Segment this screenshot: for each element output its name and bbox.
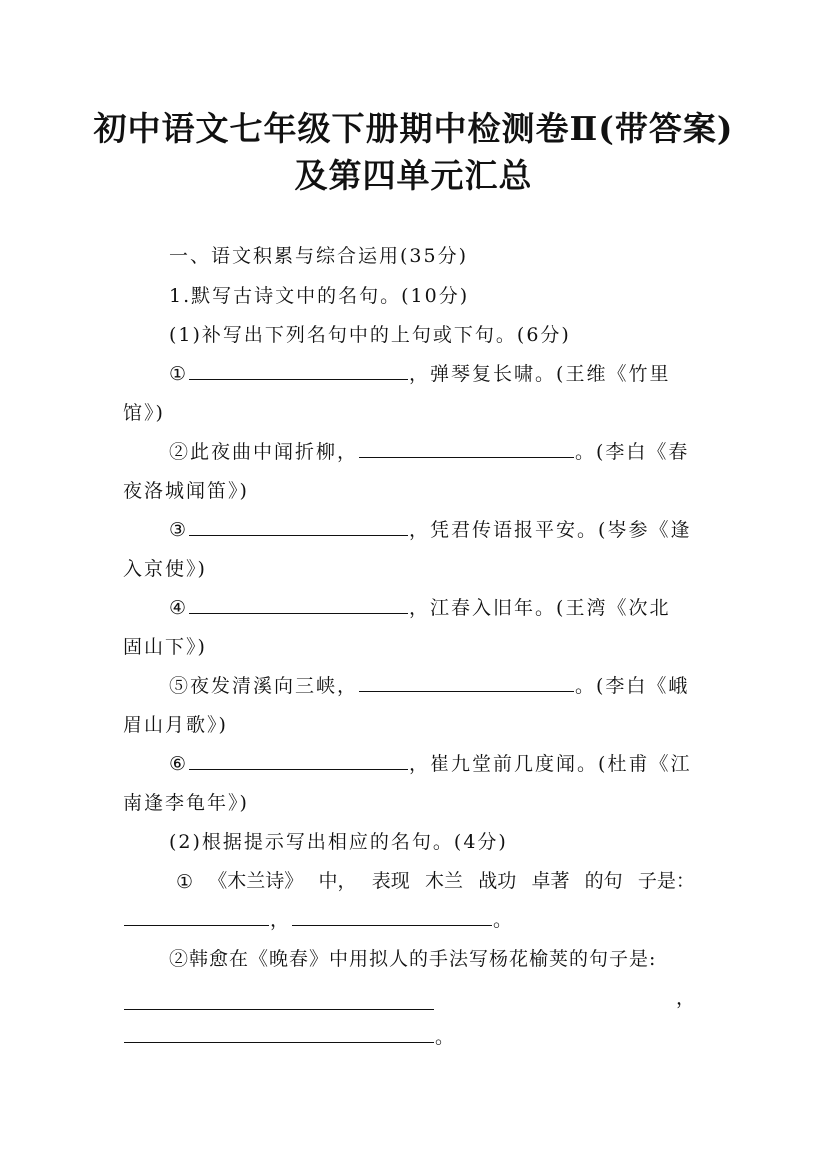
prompt-word: 战功 — [478, 870, 517, 892]
answer-blank[interactable] — [124, 1008, 434, 1010]
item-text: ⑤夜发清溪向三峡， — [169, 675, 359, 697]
answer-blank[interactable] — [359, 456, 574, 458]
answer-blank[interactable] — [189, 612, 408, 614]
period: 。 — [493, 909, 515, 931]
answer-blank[interactable] — [189, 378, 408, 380]
prompt-word: 表现 — [371, 870, 410, 892]
fill-item-6-continuation: 南逢李龟年》) — [123, 792, 249, 814]
comma: ， — [675, 987, 695, 1009]
fill-item-5 — [169, 671, 689, 698]
answer-blank[interactable] — [359, 690, 574, 692]
item-text: 。(李白《春 — [575, 441, 690, 463]
prompt-word: 《木兰诗》 — [208, 870, 304, 892]
period: 。 — [435, 1026, 457, 1048]
item-number: ⑥ — [169, 753, 189, 775]
fill-item-1 — [169, 359, 670, 386]
prompt-word: 子是： — [637, 870, 695, 892]
item-text: ，崔九堂前几度闻。(杜甫《江 — [409, 753, 692, 775]
fill-item-3 — [169, 515, 691, 542]
document-title-line-2: 及第四单元汇总 — [294, 156, 533, 195]
item-text: ，凭君传语报平安。(岑参《逢 — [409, 519, 692, 541]
item-number: ① — [169, 363, 189, 385]
item-text: ，弹琴复长啸。(王维《竹里 — [409, 363, 671, 385]
prompt-2-answer-line-2 — [123, 1022, 456, 1049]
question-1-part-1: (1)补写出下列名句中的上句或下句。(6分) — [169, 324, 571, 346]
fill-item-5-continuation: 眉山月歌》) — [123, 714, 228, 736]
item-number: ③ — [169, 519, 189, 541]
fill-item-1-continuation: 馆》) — [123, 402, 165, 424]
answer-blank[interactable] — [189, 534, 408, 536]
fill-item-2 — [169, 437, 689, 464]
answer-blank[interactable] — [292, 924, 492, 926]
prompt-word: 卓著 — [531, 870, 570, 892]
section-heading: 一、语文积累与综合运用(35分) — [169, 245, 469, 267]
fill-item-2-continuation: 夜洛城闻笛》) — [123, 480, 249, 502]
item-text: ，江春入旧年。(王湾《次北 — [409, 597, 671, 619]
fill-item-3-continuation: 入京使》) — [123, 558, 207, 580]
prompt-word: 木兰 — [424, 870, 463, 892]
answer-blank[interactable] — [189, 768, 408, 770]
prompt-1-answer-line — [123, 905, 514, 932]
answer-blank[interactable] — [124, 924, 269, 926]
fill-item-4-continuation: 固山下》) — [123, 636, 207, 658]
prompt-1-line — [176, 866, 695, 893]
prompt-word: 的句 — [584, 870, 623, 892]
prompt-word: 中， — [318, 870, 357, 892]
comma: ， — [270, 909, 292, 931]
question-1: 1.默写古诗文中的名句。(10分) — [169, 285, 470, 307]
item-number: ④ — [169, 597, 189, 619]
prompt-word: ① — [176, 871, 194, 893]
question-1-part-2: (2)根据提示写出相应的名句。(4分) — [169, 831, 508, 853]
document-title-line-1: 初中语文七年级下册期中检测卷Ⅱ(带答案) — [93, 109, 734, 148]
prompt-2-answer-line — [123, 983, 695, 1010]
fill-item-6 — [169, 749, 691, 776]
item-text: ②此夜曲中闻折柳， — [169, 441, 359, 463]
fill-item-4 — [169, 593, 670, 620]
item-text: 。(李白《峨 — [575, 675, 690, 697]
answer-blank[interactable] — [124, 1041, 434, 1043]
prompt-2-line: ②韩愈在《晚春》中用拟人的手法写杨花榆荚的句子是: — [169, 948, 657, 970]
